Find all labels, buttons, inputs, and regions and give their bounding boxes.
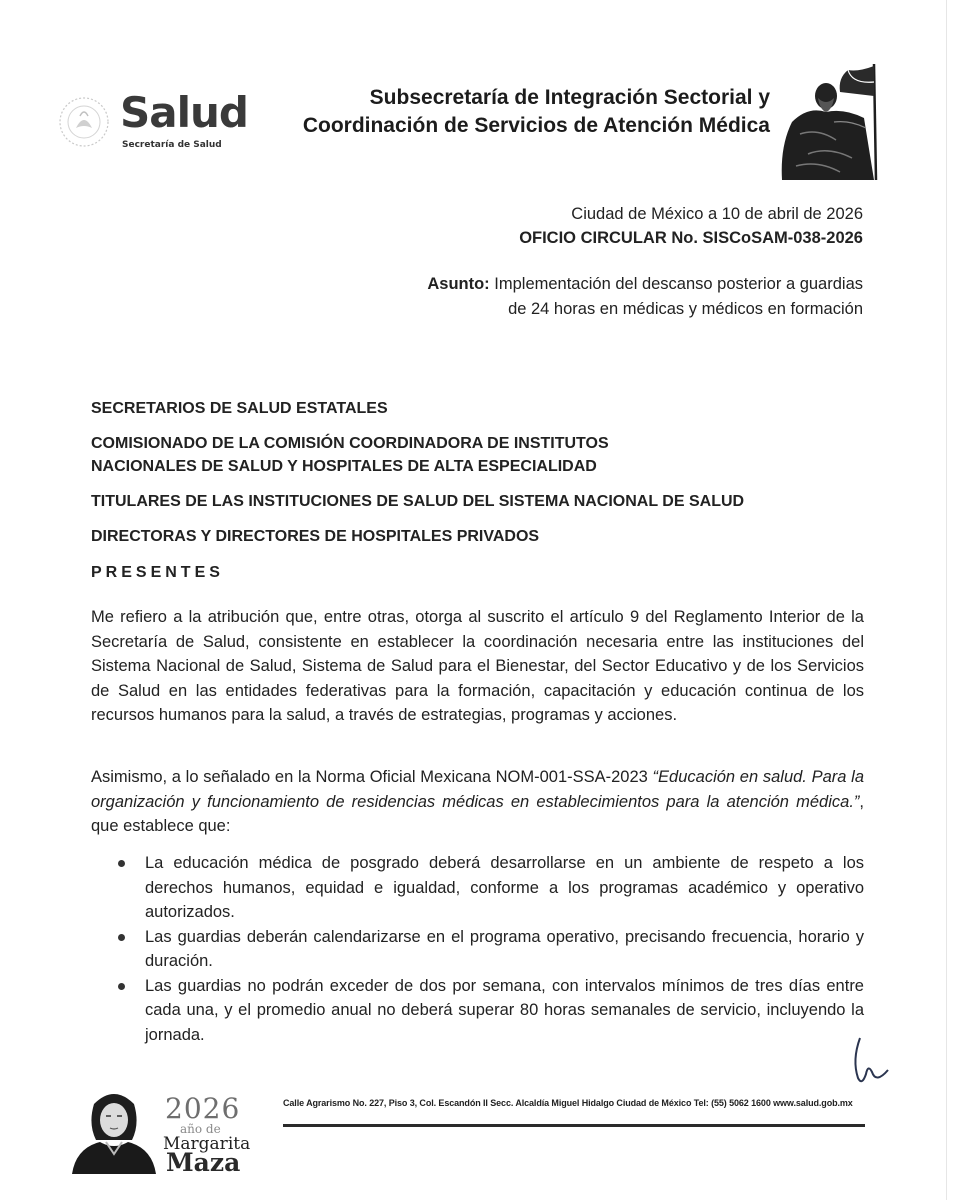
header-title-line2: Coordinación de Servicios de Atención Médica bbox=[302, 114, 770, 137]
scan-edge-line bbox=[946, 0, 947, 1200]
recipient-state-secretaries: SECRETARIOS DE SALUD ESTATALES bbox=[91, 400, 388, 417]
recipient-institution-heads: TITULARES DE LAS INSTITUCIONES DE SALUD DEL SISTEMA NACIONAL DE SALUD bbox=[91, 493, 745, 510]
logo-subtitle: Secretaría de Salud bbox=[122, 140, 222, 150]
list-item-text: Las guardias deberán calendarizarse en el programa operativo, precisando frecuencia, horario y duración. bbox=[145, 927, 864, 970]
oficio-number: OFICIO CIRCULAR No. SISCoSAM-038-2026 bbox=[519, 229, 863, 247]
paragraph2-end: , que establece que: bbox=[91, 792, 864, 835]
bullet-icon bbox=[118, 860, 125, 867]
paragraph2-intro: Asimismo, a lo señalado en la Norma Oficial Mexicana NOM-001-SSA-2023 bbox=[91, 768, 653, 786]
recipient-private-hospital-directors: DIRECTORAS Y DIRECTORES DE HOSPITALES PRIVADOS bbox=[91, 528, 540, 545]
footer-divider bbox=[283, 1124, 865, 1127]
place-date: Ciudad de México a 10 de abril de 2026 bbox=[571, 205, 863, 223]
nom-requirements-list bbox=[91, 851, 864, 1047]
presentes-label: PRESENTES bbox=[91, 564, 224, 581]
list-item-text: La educación médica de posgrado deberá desarrollarse en un ambiente de respeto a los derechos humanos, equidad e igualdad, conforme a los programas académico y operativo autorizados. bbox=[145, 854, 864, 921]
heroine-flag-illustration bbox=[778, 62, 882, 180]
recipient-commissioner-line1: COMISIONADO DE LA COMISIÓN COORDINADORA DE INSTITUTOS bbox=[91, 435, 609, 452]
logo-wordmark: Salud bbox=[120, 88, 248, 137]
footer-address: Calle Agrarismo No. 227, Piso 3, Col. Escandón II Secc. Alcaldía Miguel Hidalgo Ciudad de México Tel: (55) 5062 1600 www.salud.gob.mx bbox=[283, 1098, 853, 1108]
list-item-text: Las guardias no podrán exceder de dos por semana, con intervalos mínimos de tres días entre cada una, y el promedio anual no deberá superar 80 horas semanales de servicio, incluyendo la jornada. bbox=[145, 976, 864, 1044]
asunto-label: Asunto: bbox=[427, 275, 490, 293]
recipient-commissioner-line2: NACIONALES DE SALUD Y HOSPITALES DE ALTA ESPECIALIDAD bbox=[91, 458, 597, 475]
footer-name-first: Margarita bbox=[163, 1134, 251, 1154]
bullet-icon bbox=[118, 934, 125, 941]
body-paragraph-2 bbox=[91, 765, 864, 839]
header-title-line1: Subsecretaría de Integración Sectorial y bbox=[369, 86, 770, 109]
list-item bbox=[91, 974, 864, 1048]
national-seal-icon bbox=[54, 94, 114, 150]
footer-anio-de: año de bbox=[180, 1122, 221, 1136]
initials-signature bbox=[846, 1030, 896, 1090]
date-block bbox=[380, 202, 863, 250]
asunto-block bbox=[380, 272, 863, 322]
footer-name-last: Maza bbox=[166, 1148, 241, 1177]
list-item bbox=[91, 851, 864, 925]
asunto-line2: de 24 horas en médicas y médicos en formación bbox=[508, 300, 863, 318]
footer-year: 2026 bbox=[165, 1092, 241, 1125]
header-title bbox=[290, 84, 770, 140]
margarita-maza-portrait bbox=[66, 1082, 162, 1174]
body-paragraph-1: Me refiero a la atribución que, entre otras, otorga al suscrito el artículo 9 del Reglamento Interior de la Secretaría de Salud, consistente en establecer la coordinación necesaria entre las instituciones del Sistema Nacional de Salud, Sistema de Salud para el Bienestar, del Sector Educativo y de los Servicios de Salud en las entidades federativas para la formación, capacitación y educación continua de los recursos humanos para la salud, a través de estrategias, programas y acciones. bbox=[91, 608, 864, 724]
salud-logo bbox=[54, 88, 254, 158]
bullet-icon bbox=[118, 983, 125, 990]
list-item bbox=[91, 925, 864, 974]
nom-title-italic: “Educación en salud. Para la organización y funcionamiento de residencias médicas en establecimientos para la atención médica.” bbox=[91, 768, 864, 811]
asunto-line1: Implementación del descanso posterior a guardias bbox=[494, 275, 863, 293]
